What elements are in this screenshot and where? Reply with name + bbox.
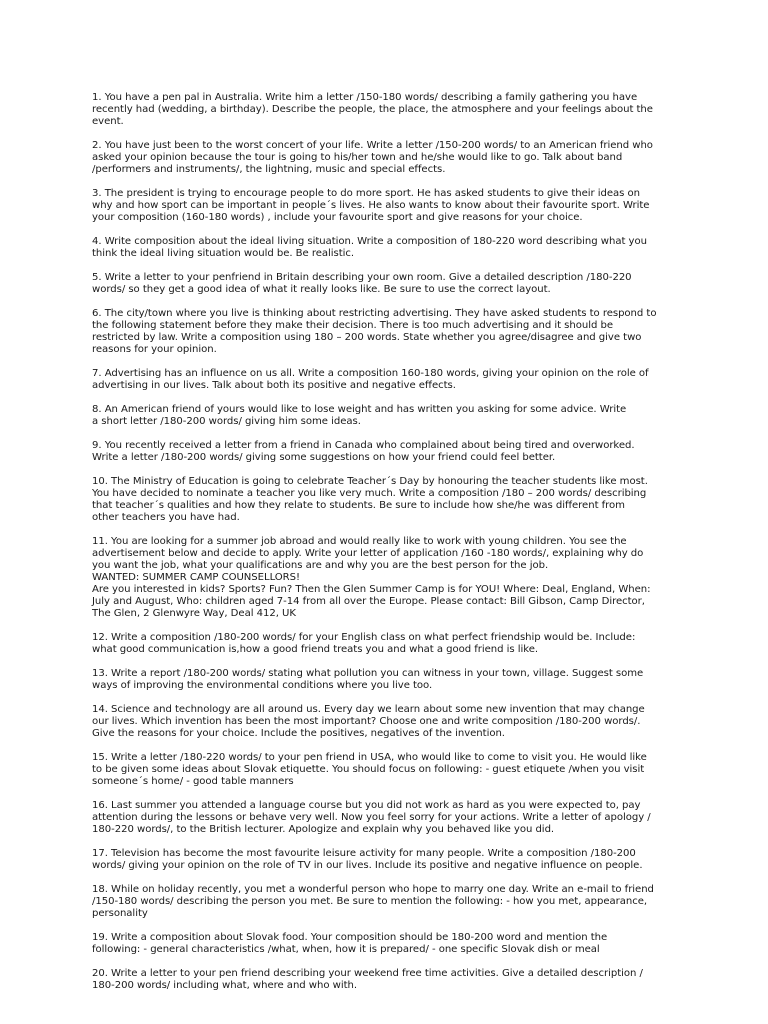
task-17: 17. Television has become the most favourite leisure activity for many people. Write a composition /180-200 words/ giving your opinion on the role of TV in our lives. Include its positive and negative influence on people. <box>92 848 643 871</box>
task-20: 20. Write a letter to your pen friend describing your weekend free time activities. Give a detailed description / 180-200 words/ including what, where and who with. <box>92 968 643 991</box>
task-14: 14. Science and technology are all around us. Every day we learn about some new invention that may change our lives. Which invention has been the most important? Choose one and write composition /180-200 words/. Give the reasons for your choice. Include the positives, negatives of the invention. <box>92 704 645 739</box>
document-page <box>92 92 682 1004</box>
task-9: 9. You recently received a letter from a friend in Canada who complained about being tired and overworked. Write a letter /180-200 words/ giving some suggestions on how your friend could feel better. <box>92 440 635 463</box>
task-19: 19. Write a composition about Slovak food. Your composition should be 180-200 word and mention the following: - general characteristics /what, when, how it is prepared/ - one specific Slovak dish or meal <box>92 932 608 955</box>
task-7: 7. Advertising has an influence on us all. Write a composition 160-180 words, giving your opinion on the role of advertising in our lives. Talk about both its positive and negative effects. <box>92 368 649 391</box>
task-13: 13. Write a report /180-200 words/ stating what pollution you can witness in your town, village. Suggest some ways of improving the environmental conditions where you live too. <box>92 668 644 691</box>
task-5: 5. Write a letter to your penfriend in Britain describing your own room. Give a detailed description /180-220 words/ so they get a good idea of what it really looks like. Be sure to use the correct layout. <box>92 272 632 295</box>
task-8: 8. An American friend of yours would like to lose weight and has written you asking for some advice. Write a short letter /180-200 words/ giving him some ideas. <box>92 404 627 427</box>
task-15: 15. Write a letter /180-220 words/ to your pen friend in USA, who would like to come to visit you. He would like to be given some ideas about Slovak etiquette. You should focus on following: - guest etiquete /when you visit someone´s home/ - good table manners <box>92 752 647 787</box>
task-6: 6. The city/town where you live is thinking about restricting advertising. They have asked students to respond to the following statement before they make their decision. There is too much advertising and it should be restricted by law. Write a composition using 180 – 200 words. State whether you agree/disagree and give two reasons for your opinion. <box>92 308 657 355</box>
task-12: 12. Write a composition /180-200 words/ for your English class on what perfect friendship would be. Include: what good communication is,how a good friend treats you and what a good friend is like. <box>92 632 636 655</box>
task-2: 2. You have just been to the worst concert of your life. Write a letter /150-200 words/ to an American friend who asked your opinion because the tour is going to his/her town and he/she would like to go. Talk about band /performers and instruments/, the lightning, music and special effects. <box>92 140 653 175</box>
task-16: 16. Last summer you attended a language course but you did not work as hard as you were expected to, pay attention during the lessons or behave very well. Now you feel sorry for your actions. Write a letter of apology / 180-220 words/, to the British lecturer. Apologize and explain why you behaved like you did. <box>92 800 651 835</box>
task-3: 3. The president is trying to encourage people to do more sport. He has asked students to give their ideas on why and how sport can be important in people´s lives. He also wants to know about their favourite sport. Write your composition (160-180 words) , include your favourite sport and give reasons for your choice. <box>92 188 650 223</box>
task-4: 4. Write composition about the ideal living situation. Write a composition of 180-220 word describing what you think the ideal living situation would be. Be realistic. <box>92 236 647 259</box>
task-18: 18. While on holiday recently, you met a wonderful person who hope to marry one day. Write an e-mail to friend /150-180 words/ describing the person you met. Be sure to mention the following: - how you met, appearance, personality <box>92 884 654 919</box>
task-11: 11. You are looking for a summer job abroad and would really like to work with young children. You see the advertisement below and decide to apply. Write your letter of application /160 -180 words/, explaining why do you want the job, what your qualifications are and why you are the best person for the job. WANTED: SUMMER CAMP COUNSELLORS! Are you interested in kids? Sports? Fun? Then the Glen Summer Camp is for YOU! Where: Deal, England, When: July and August, Who: children aged 7-14 from all over the Europe. Please contact: Bill Gibson, Camp Director, The Glen, 2 Glenwyre Way, Deal 412, UK <box>92 536 651 619</box>
task-10: 10. The Ministry of Education is going to celebrate Teacher´s Day by honouring the teacher students like most. You have decided to nominate a teacher you like very much. Write a composition /180 – 200 words/ describing that teacher´s qualities and how they relate to students. Be sure to include how she/he was different from other teachers you have had. <box>92 476 648 523</box>
task-1: 1. You have a pen pal in Australia. Write him a letter /150-180 words/ describing a family gathering you have recently had (wedding, a birthday). Describe the people, the place, the atmosphere and your feelings about the event. <box>92 92 653 127</box>
